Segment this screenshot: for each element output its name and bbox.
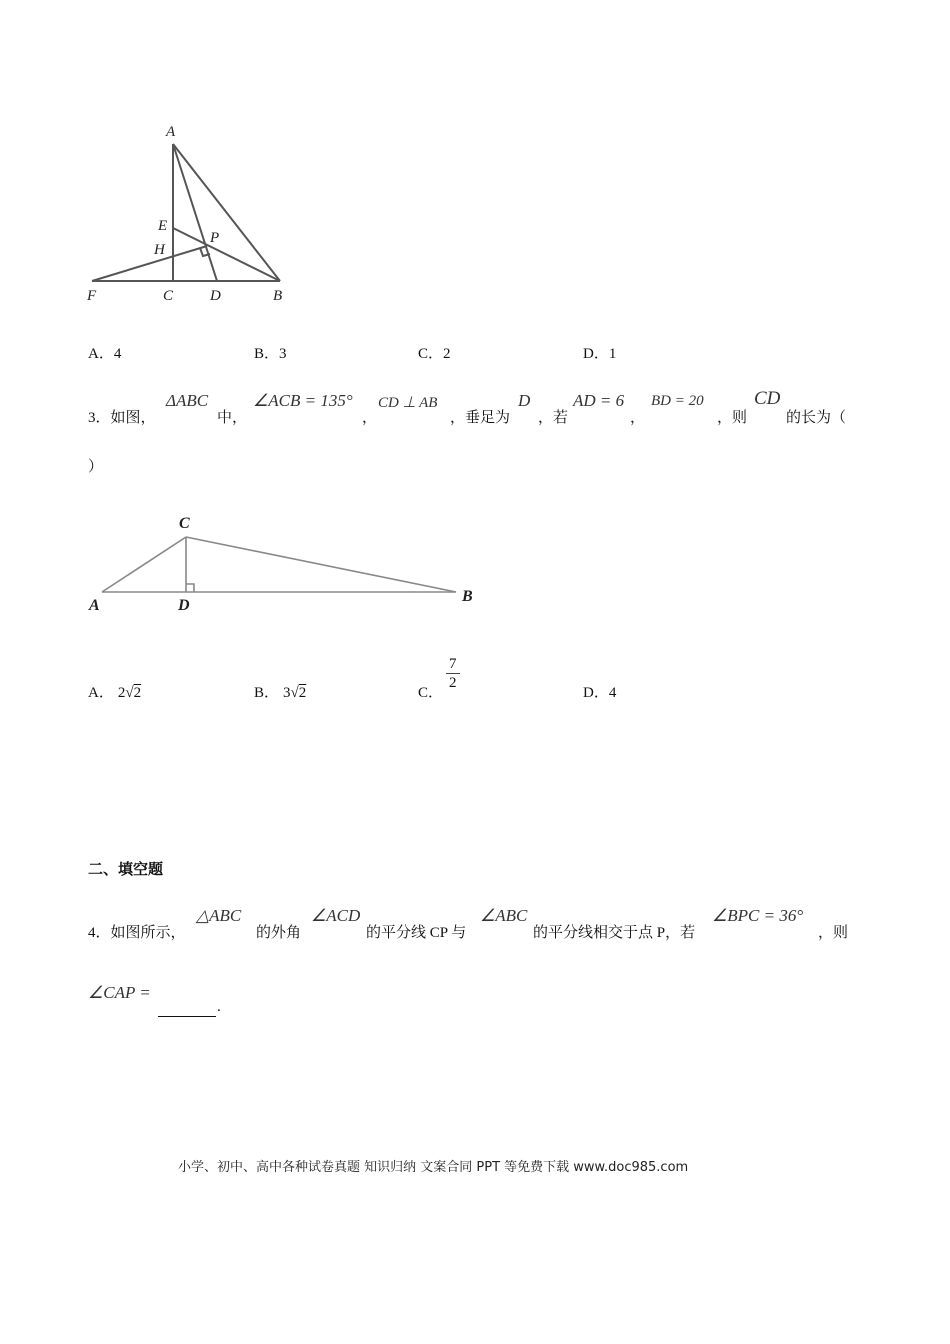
label-B2: B [462, 588, 473, 605]
q4-period: . [217, 999, 221, 1015]
q3-perp: CD ⊥ AB [378, 395, 438, 411]
page-footer: 小学、初中、高中各种试卷真题 知识归纳 文案合同 PPT 等免费下载 www.doc985.com [178, 1160, 689, 1175]
q4-angle-bpc: ∠BPC = 36° [712, 906, 804, 925]
q4-text-2: 的平分线 CP 与 [366, 925, 467, 941]
q3-angle: ∠ACB = 135° [253, 391, 353, 410]
radical-icon: √ [290, 685, 299, 701]
label-A: A [166, 124, 176, 140]
figure-1-triangle [80, 118, 300, 308]
label-D2: D [178, 597, 190, 614]
q3-option-c-fraction [446, 655, 460, 692]
q3-option-a-coef: 2 [117, 685, 126, 701]
q4-angle-cap: ∠CAP = [88, 983, 151, 1002]
q3-bd: BD = 20 [651, 393, 704, 409]
q4-text-3: 的平分线相交于点 P，若 [533, 925, 696, 941]
q4-text-4: ，则 [818, 925, 849, 941]
q3-option-b-label: B． [254, 685, 280, 701]
q4-text-1: 的外角 [256, 925, 302, 941]
q3-prefix: 3．如图， [88, 410, 156, 426]
q3-option-b [254, 681, 306, 702]
figure-2-triangle [80, 508, 490, 618]
q3-cd: CD [754, 388, 781, 409]
q4-angle-abc: ∠ABC [480, 906, 528, 925]
q2-option-c: C．2 [418, 346, 451, 362]
q3-option-b-rad: 2 [298, 685, 307, 701]
fraction-numerator: 7 [446, 655, 460, 674]
label-H: H [154, 242, 165, 258]
q3-comma1: ， [362, 410, 378, 426]
q3-option-a [88, 681, 141, 702]
label-C2: C [179, 515, 190, 532]
q3-option-b-coef: 3 [283, 685, 291, 701]
answer-blank [158, 999, 216, 1017]
q3-ruo: ，若 [538, 410, 569, 426]
q4-angle-acd: ∠ACD [311, 906, 361, 925]
q3-option-a-rad: 2 [133, 685, 142, 701]
q3-close: ） [88, 459, 104, 475]
q3-option-a-label: A． [88, 685, 114, 701]
label-C: C [163, 288, 174, 304]
label-D: D [210, 288, 221, 304]
q3-tail: 的长为（ [786, 410, 847, 426]
fraction-denominator: 2 [449, 675, 457, 691]
q3-point-d: D [518, 391, 531, 410]
q3-foot: ，垂足为 [450, 410, 511, 426]
q3-ze: ，则 [717, 410, 748, 426]
label-A2: A [89, 597, 100, 614]
q3-comma2: ， [630, 410, 646, 426]
label-B: B [273, 288, 283, 304]
q2-option-d: D．1 [583, 346, 617, 362]
q3-ad: AD = 6 [573, 391, 625, 410]
q2-option-b: B．3 [254, 346, 287, 362]
label-P: P [210, 230, 220, 246]
label-E: E [158, 218, 168, 234]
radical-icon: √ [125, 685, 134, 701]
q3-option-d: D．4 [583, 685, 617, 701]
q2-option-a: A．4 [88, 346, 122, 362]
q3-option-c-label: C． [418, 685, 444, 701]
q3-zhong: 中， [217, 410, 248, 426]
q4-prefix: 4．如图所示， [88, 925, 186, 941]
label-F: F [87, 288, 97, 304]
q4-triangle: △ABC [196, 906, 242, 925]
section-heading: 二、填空题 [88, 860, 164, 878]
q3-triangle: ΔABC [166, 391, 209, 410]
